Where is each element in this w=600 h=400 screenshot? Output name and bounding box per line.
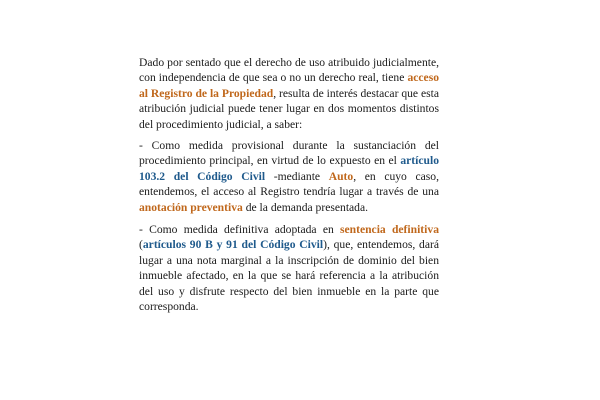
auto-highlight: Auto (328, 169, 354, 183)
intro-paragraph (139, 55, 439, 132)
provisional-text-3: , en cuyo caso, entendemos, el acceso al Registro tendría lugar a través de una (139, 169, 439, 199)
definitiva-text-1: - Como medida definitiva adoptada en (139, 223, 340, 237)
registro-propiedad-highlight: acceso al Registro de la Propiedad (139, 71, 439, 100)
provisional-text-2: -mediante (265, 169, 329, 183)
definitiva-text-3: ), que, entendemos, dará lugar a una nota marginal a la inscripción de dominio del bien inmueble afectado, en la que se hará referencia a la atribución del uso y disfrute respecto del bien inmueble en la parte que corresponda. (139, 238, 439, 314)
legal-text-block (139, 55, 439, 322)
provisional-measure-paragraph (139, 138, 439, 215)
anotacion-preventiva-highlight: anotación preventiva (139, 200, 243, 214)
definitiva-text-2: ( (139, 238, 143, 252)
articulo-103-2-highlight: artículo 103.2 del Código Civil (139, 154, 439, 183)
intro-text-2: , resulta de interés destacar que esta atribución judicial puede tener lugar en dos momentos distintos del procedimiento judicial, a saber: (139, 86, 439, 131)
articulos-90b-91-highlight: artículos 90 B y 91 del Código Civil (142, 238, 324, 252)
intro-text-1: Dado por sentado que el derecho de uso atribuido judicialmente, con independencia de que sea o no un derecho real, tiene (139, 56, 439, 85)
provisional-text-4: de la demanda presentada. (242, 200, 369, 214)
sentencia-definitiva-highlight: sentencia definitiva (340, 223, 439, 237)
definitive-measure-paragraph (139, 222, 439, 314)
provisional-text-1: - Como medida provisional durante la sustanciación del procedimiento principal, en virtud de lo expuesto en el (139, 139, 439, 168)
